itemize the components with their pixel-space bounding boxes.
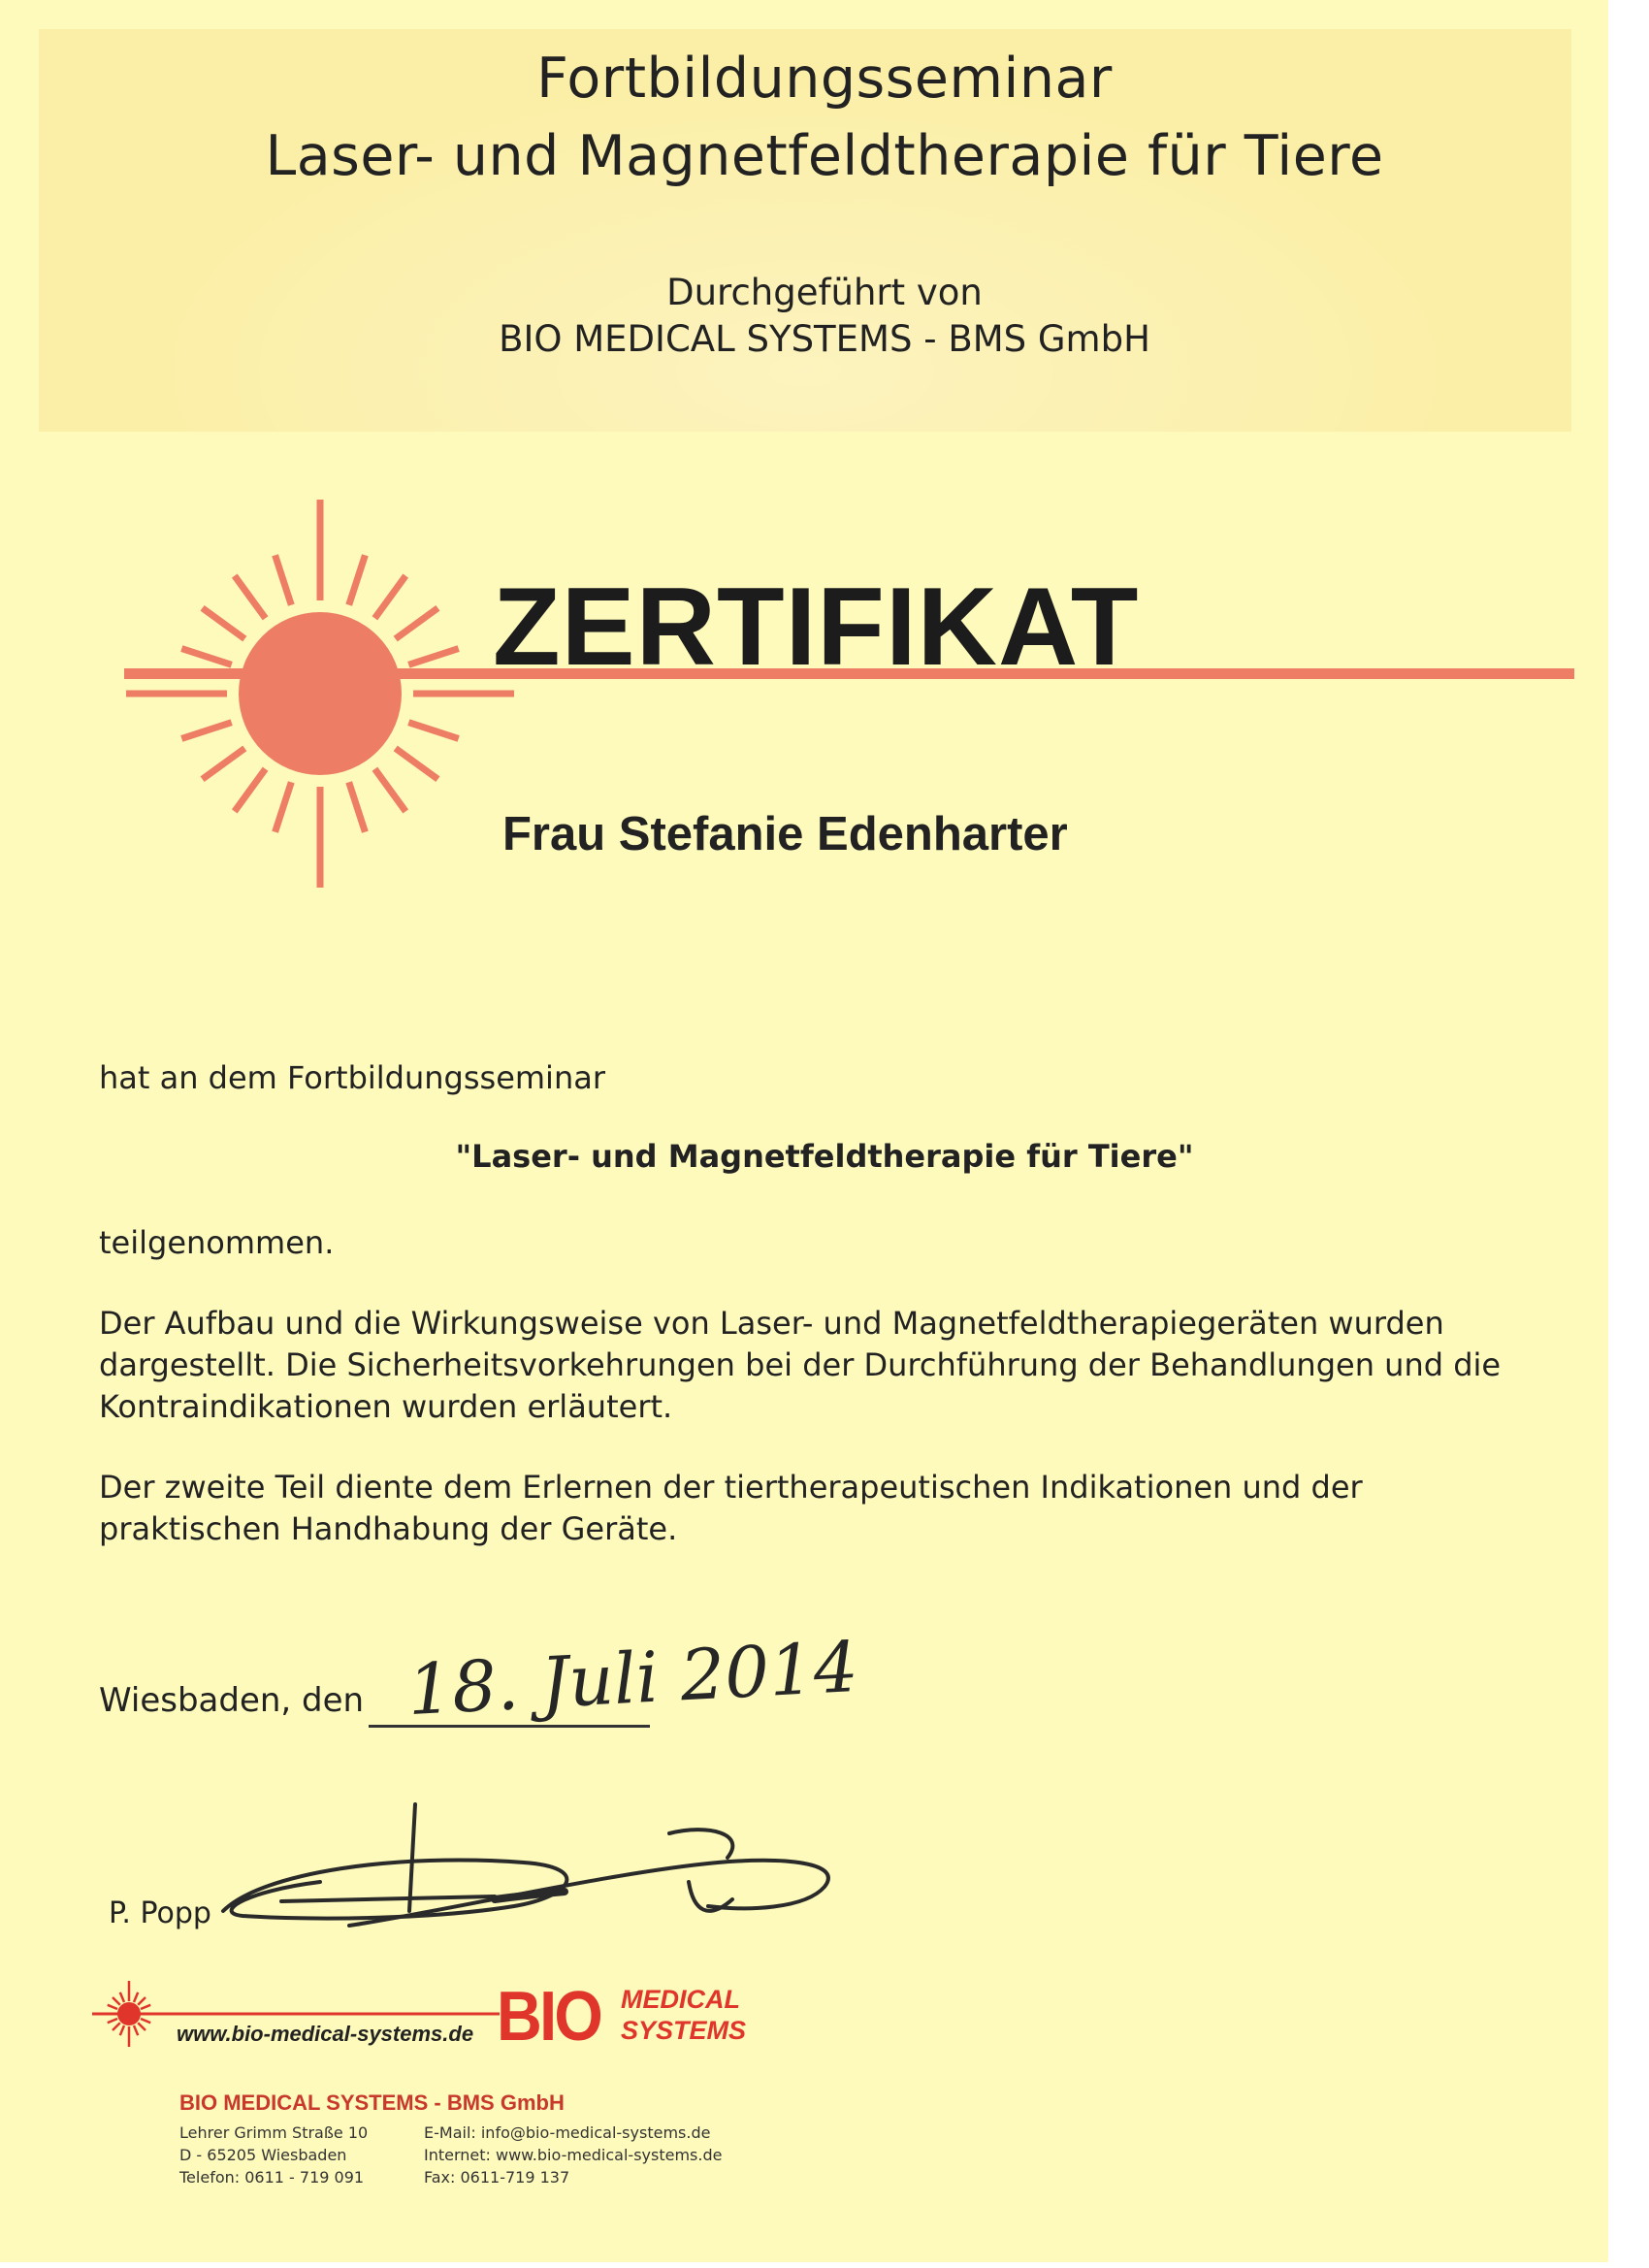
footer-laser-ray xyxy=(108,2019,117,2023)
laser-ray xyxy=(349,555,366,604)
footer-city: D - 65205 Wiesbaden xyxy=(179,2146,347,2164)
laser-ray xyxy=(181,649,231,665)
footer-company: BIO MEDICAL SYSTEMS - BMS GmbH xyxy=(179,2090,565,2115)
signer-name: P. Popp xyxy=(109,1896,211,1930)
footer-laser-ray xyxy=(113,1997,120,2005)
footer-street: Lehrer Grimm Straße 10 xyxy=(179,2123,369,2142)
footer-email: E-Mail: info@bio-medical-systems.de xyxy=(424,2123,711,2142)
footer-laser-ray xyxy=(141,2019,150,2023)
footer-laser-ray xyxy=(120,1993,124,2002)
laser-ray xyxy=(374,576,405,619)
place-label: Wiesbaden, den xyxy=(99,1681,365,1720)
laser-ray xyxy=(275,555,292,604)
laser-ray xyxy=(349,782,366,831)
footer-contact-block xyxy=(424,2122,722,2188)
header-organizer: BIO MEDICAL SYSTEMS - BMS GmbH xyxy=(499,318,1150,360)
laser-ray xyxy=(275,782,292,831)
laser-ray xyxy=(235,576,266,619)
laser-ray xyxy=(203,748,245,779)
description-paragraph-2: Der zweite Teil diente dem Erlernen der tiertherapeutischen Indikationen und der praktischen Handhabung der Geräte. xyxy=(99,1469,1363,1547)
logo-systems-wordmark: SYSTEMS xyxy=(621,2016,747,2045)
intro-text: hat an dem Fortbildungsseminar xyxy=(99,1059,605,1096)
handwritten-signature xyxy=(204,1795,863,1960)
laser-ray xyxy=(203,608,245,639)
footer-laser-ray xyxy=(120,2025,124,2035)
footer-address-block xyxy=(179,2122,368,2188)
footer-phone: Telefon: 0611 - 719 091 xyxy=(179,2168,365,2187)
footer-fax: Fax: 0611-719 137 xyxy=(424,2168,570,2187)
header-seminar-title: Laser- und Magnetfeldtherapie für Tiere xyxy=(265,124,1384,188)
footer-laser-ray xyxy=(134,2025,138,2035)
footer-laser-ray xyxy=(113,2023,120,2030)
certificate-title: ZERTIFIKAT xyxy=(493,566,1140,689)
laser-ray xyxy=(235,769,266,812)
laser-ray xyxy=(396,748,438,779)
laser-ray xyxy=(408,649,458,665)
footer-laser-ray xyxy=(134,1993,138,2002)
laser-ray xyxy=(374,769,405,812)
footer-website: www.bio-medical-systems.de xyxy=(177,2022,474,2046)
laser-ray xyxy=(396,608,438,639)
header-seminar-label: Fortbildungsseminar xyxy=(536,47,1113,111)
laser-ray xyxy=(408,723,458,739)
footer-laser-ray xyxy=(108,2005,117,2009)
footer-laser-ray xyxy=(138,1997,146,2005)
course-title: "Laser- und Magnetfeldtherapie für Tiere" xyxy=(455,1138,1194,1175)
participated-text: teilgenommen. xyxy=(99,1224,335,1261)
handwritten-date: 18. Juli 2014 xyxy=(405,1625,860,1732)
recipient-name: Frau Stefanie Edenharter xyxy=(502,808,1068,860)
laser-starburst-icon xyxy=(121,495,519,892)
footer-internet: Internet: www.bio-medical-systems.de xyxy=(424,2146,723,2164)
footer-laser-ray xyxy=(141,2005,150,2009)
description-paragraph-1: Der Aufbau und die Wirkungsweise von Laser- und Magnetfeldtherapiegeräten wurden dargestellt. Die Sicherheitsvorkehrungen bei der Durchführung der Behandlungen und die Kontraindikationen wurden erläutert. xyxy=(99,1305,1502,1425)
logo-medical-wordmark: MEDICAL xyxy=(621,1985,740,2014)
laser-ray xyxy=(181,723,231,739)
footer-laser-ray xyxy=(138,2023,146,2030)
logo-bio-wordmark: BIO xyxy=(497,1978,601,2056)
header-conducted-by: Durchgeführt von xyxy=(666,272,983,313)
